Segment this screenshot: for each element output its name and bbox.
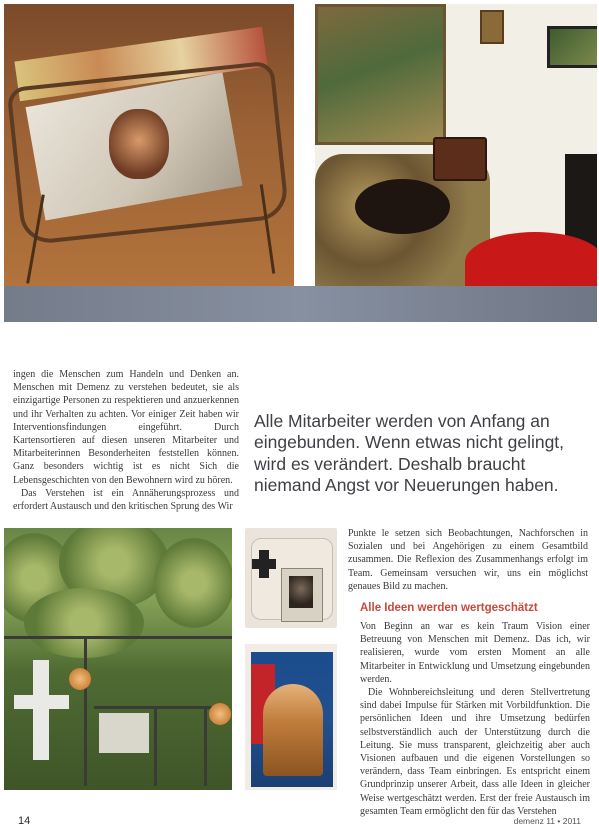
body-text-left: [13, 368, 239, 513]
iron-cross-bar: [252, 559, 276, 569]
portrait-photo: [289, 576, 313, 608]
body-paragraph: ingen die Menschen zum Handeln und Denken an. Menschen mit Demenz zu verstehen bedeutet, sie als einzigartige Personen zu respektieren und anzuerkennen und ihr Verhalten zu achten. Vor einiger Zeit haben wir Interventionsfindungen eingeführt. Durch Kartensortieren auf diesen unseren Mitarbeiter und Mitarbeiterinnen Besonderheiten feststellen können. Ganz besonders wichtig ist es nicht Sich die Lebensgeschichten von den Bewohnern wird zu hören.: [13, 369, 239, 486]
photo-living-room: [315, 4, 597, 286]
grave-lantern: [209, 703, 231, 725]
red-rug: [465, 232, 597, 286]
wall-picture-small: [480, 10, 504, 44]
cat: [355, 179, 450, 234]
fence-rail: [4, 636, 232, 639]
poster-figure: [263, 684, 323, 776]
photo-poster: [245, 644, 337, 790]
fence-post: [154, 706, 157, 786]
tree: [154, 538, 232, 628]
grave-lantern: [69, 668, 91, 690]
section-heading: Alle Ideen werden wertgeschätzt: [360, 602, 538, 614]
body-text-right-top: Punkte le setzen sich Beobachtungen, Nachforschen in Sozialen und bei Angehörigen zu einem Gesamtbild zusammen. Die Reflexion des Zusammenhangs erfolgt im Team. Gemeinsam versuchen wir, uns ein möglichst genaues Bild zu machen.: [348, 528, 588, 592]
page-number: 14: [18, 815, 31, 827]
photo-memorabilia: [245, 528, 337, 628]
magazine-rack-frame: [6, 60, 289, 245]
vintage-radio: [433, 137, 487, 181]
wall-tapestry: [315, 4, 446, 145]
wall-picture: [547, 26, 597, 68]
body-paragraph: Von Beginn an war es kein Traum Vision einer Betreuung von Menschen mit Demenz. Das ich, wir realisieren, wurde vom ersten Moment an alle Mitarbeiter in Entwicklung und Umsetzung eingebunden werden.: [360, 621, 590, 685]
decorative-band: [4, 286, 597, 322]
fence-post: [84, 636, 87, 786]
white-cross: [33, 660, 49, 760]
body-paragraph: Die Wohnbereichsleitung und deren Stellvertretung sind dabei Impulse für Stärken mit Vorbildfunktion. Die persönlichen Ideen und ihre Umsetzung bedürfen selbstverständlich auch der Unterstützung durch die Leitung. Sie muss transparent, gleichzeitig aber auch Visionen aufbauen und die eigenen Vorstellungen so verändern, dass Team einbringen. Es entspricht einem Grundprinzip unserer Arbeit, dass alle Ideen in gleicher Weise wertgeschätzt werden. Erst der freie Austausch im gesamten Team ermöglicht den für das Verstehen: [360, 687, 590, 817]
journal-info: demenz 11 • 2011: [513, 816, 581, 826]
white-cross-bar: [14, 695, 69, 709]
fence-post: [204, 706, 207, 786]
body-text-right: [360, 620, 590, 818]
pull-quote: Alle Mitarbeiter werden von Anfang an eingebunden. Wenn etwas nicht gelingt, wird es verändert. Deshalb braucht niemand Angst vor Neuerungen haben.: [254, 411, 565, 495]
body-paragraph: Das Verstehen ist ein Annäherungsprozess und erfordert Austausch und den kritischen Sprung des Wir: [13, 487, 239, 513]
gravestone: [99, 713, 149, 753]
photo-magazine-rack: [4, 4, 294, 286]
